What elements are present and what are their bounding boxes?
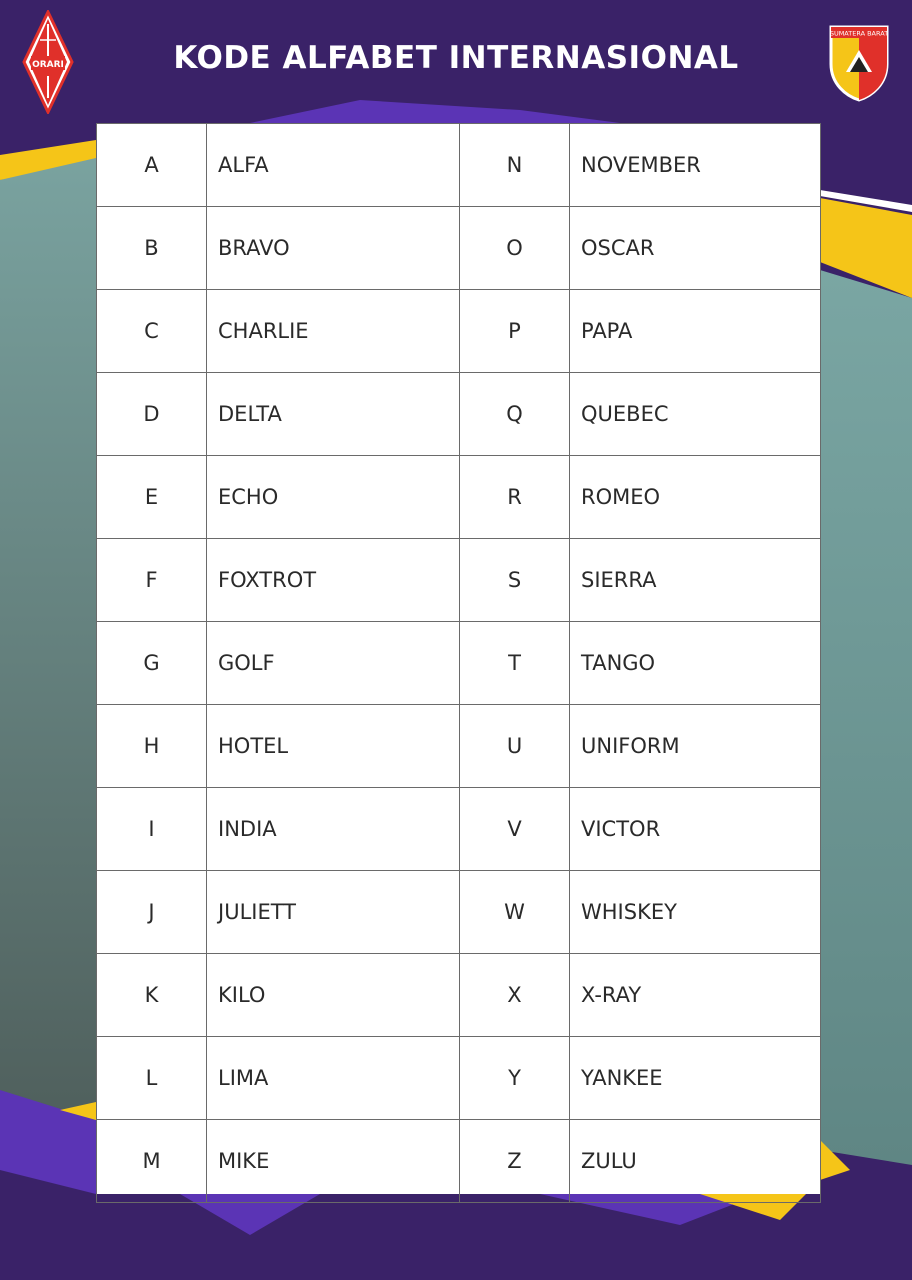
letter-cell: L [97, 1037, 207, 1120]
letter-cell: C [97, 290, 207, 373]
code-word-cell: PAPA [570, 290, 821, 373]
table-row [97, 373, 821, 456]
table-row [97, 124, 821, 207]
letter-cell: G [97, 622, 207, 705]
alphabet-table [96, 123, 821, 1203]
letter-cell: W [460, 871, 570, 954]
code-word-cell: CHARLIE [207, 290, 460, 373]
code-word-cell: SIERRA [570, 539, 821, 622]
letter-cell: Z [460, 1120, 570, 1203]
code-word-cell: KILO [207, 954, 460, 1037]
table-row [97, 788, 821, 871]
letter-cell: D [97, 373, 207, 456]
code-word-cell: WHISKEY [570, 871, 821, 954]
code-word-cell: JULIETT [207, 871, 460, 954]
table-row [97, 705, 821, 788]
letter-cell: Y [460, 1037, 570, 1120]
letter-cell: I [97, 788, 207, 871]
code-word-cell: HOTEL [207, 705, 460, 788]
code-word-cell: LIMA [207, 1037, 460, 1120]
letter-cell: P [460, 290, 570, 373]
table-row [97, 207, 821, 290]
letter-cell: E [97, 456, 207, 539]
code-word-cell: TANGO [570, 622, 821, 705]
code-word-cell: X-RAY [570, 954, 821, 1037]
code-word-cell: YANKEE [570, 1037, 821, 1120]
code-word-cell: INDIA [207, 788, 460, 871]
table-row [97, 290, 821, 373]
code-word-cell: QUEBEC [570, 373, 821, 456]
letter-cell: M [97, 1120, 207, 1203]
letter-cell: R [460, 456, 570, 539]
svg-text:SUMATERA BARAT: SUMATERA BARAT [829, 29, 889, 38]
page-title: KODE ALFABET INTERNASIONAL [173, 40, 739, 76]
code-word-cell: DELTA [207, 373, 460, 456]
code-word-cell: OSCAR [570, 207, 821, 290]
code-word-cell: BRAVO [207, 207, 460, 290]
letter-cell: U [460, 705, 570, 788]
code-word-cell: NOVEMBER [570, 124, 821, 207]
letter-cell: T [460, 622, 570, 705]
letter-cell: O [460, 207, 570, 290]
letter-cell: H [97, 705, 207, 788]
letter-cell: K [97, 954, 207, 1037]
letter-cell: B [97, 207, 207, 290]
table-row [97, 1120, 821, 1203]
table-row [97, 871, 821, 954]
letter-cell: S [460, 539, 570, 622]
letter-cell: X [460, 954, 570, 1037]
code-word-cell: VICTOR [570, 788, 821, 871]
letter-cell: F [97, 539, 207, 622]
letter-cell: A [97, 124, 207, 207]
letter-cell: J [97, 871, 207, 954]
code-word-cell: ALFA [207, 124, 460, 207]
alphabet-table-body [97, 124, 821, 1203]
table-row [97, 954, 821, 1037]
letter-cell: Q [460, 373, 570, 456]
code-word-cell: MIKE [207, 1120, 460, 1203]
table-row [97, 456, 821, 539]
alphabet-table-container [96, 123, 820, 1194]
code-word-cell: GOLF [207, 622, 460, 705]
letter-cell: V [460, 788, 570, 871]
code-word-cell: ZULU [570, 1120, 821, 1203]
table-row [97, 539, 821, 622]
svg-text:ORARI: ORARI [32, 60, 64, 70]
table-row [97, 622, 821, 705]
code-word-cell: ROMEO [570, 456, 821, 539]
code-word-cell: UNIFORM [570, 705, 821, 788]
table-row [97, 1037, 821, 1120]
code-word-cell: ECHO [207, 456, 460, 539]
code-word-cell: FOXTROT [207, 539, 460, 622]
letter-cell: N [460, 124, 570, 207]
